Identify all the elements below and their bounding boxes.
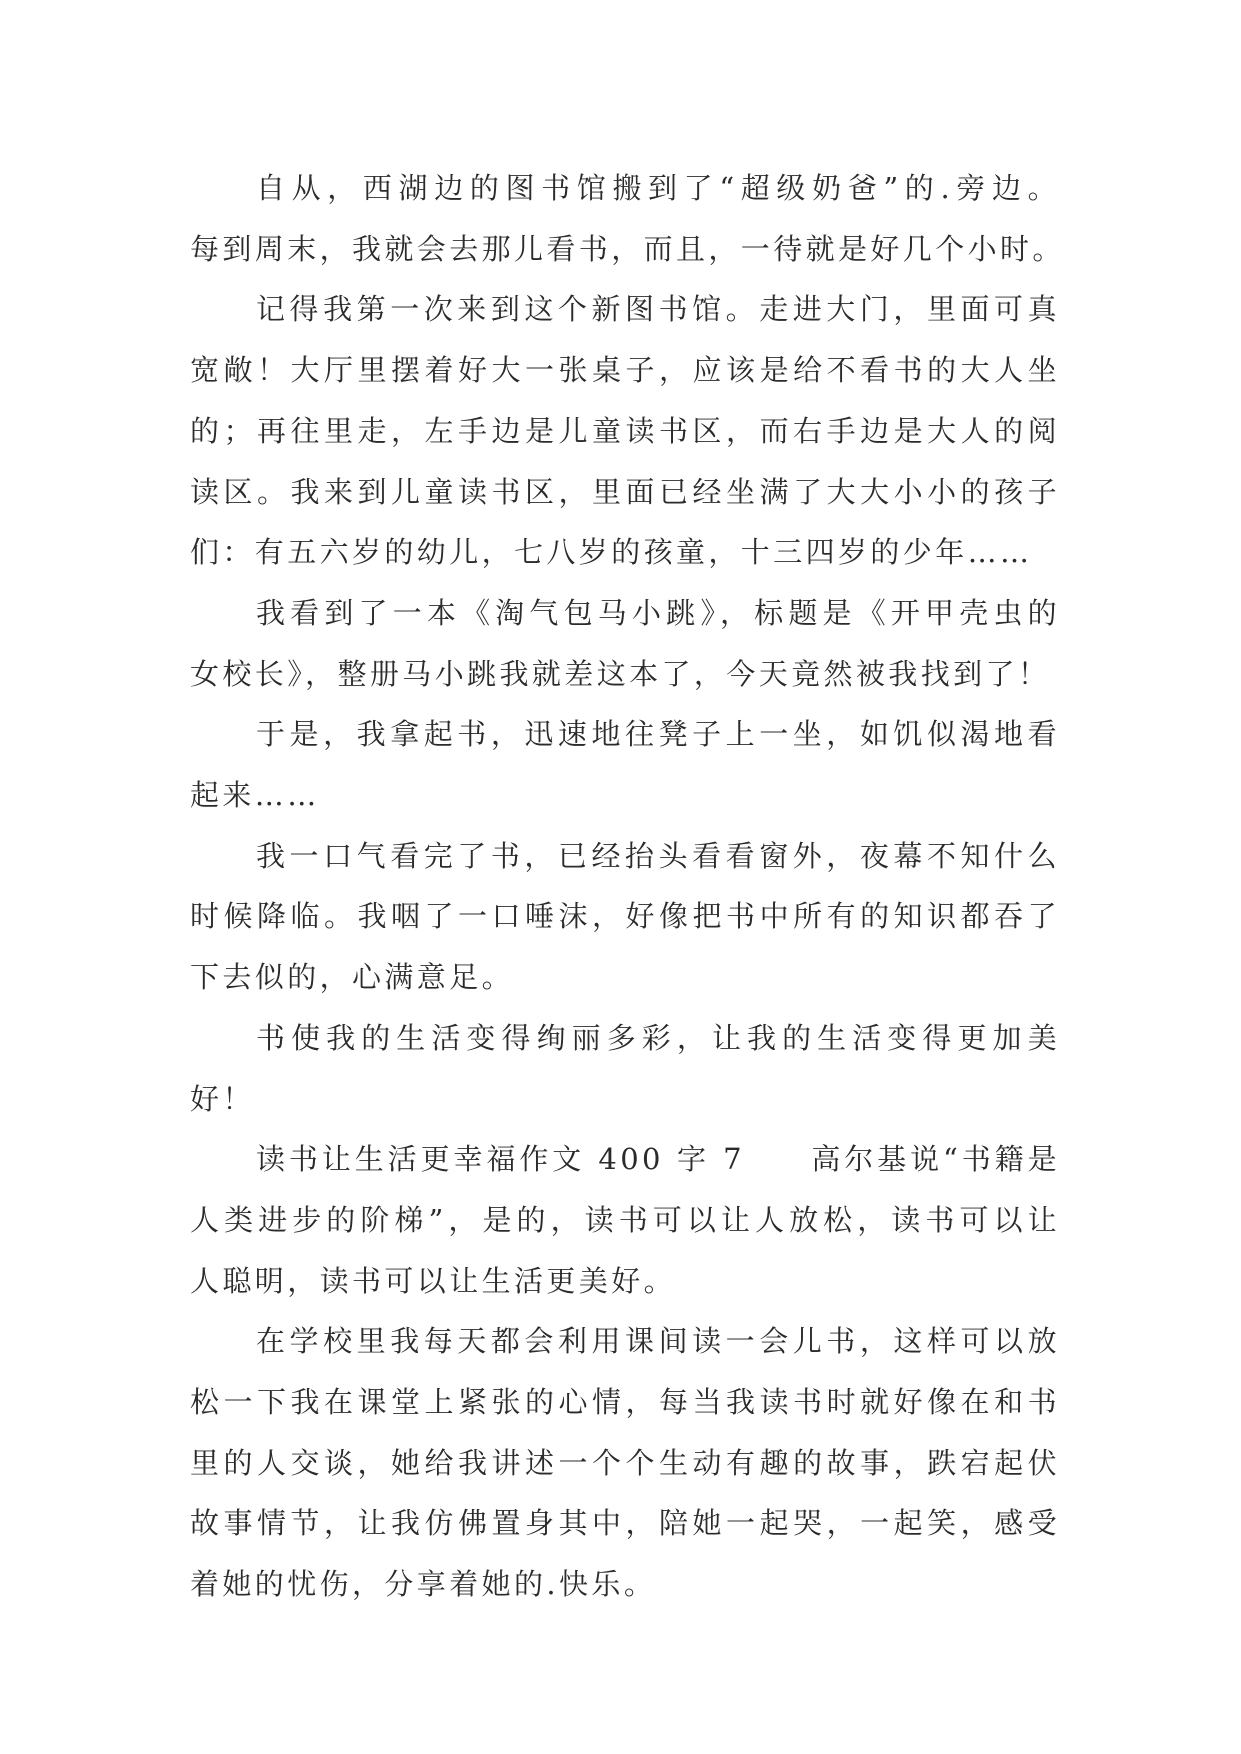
paragraph-4: [190, 704, 1060, 825]
text-line: 里的人交谈，她给我讲述一个个生动有趣的故事，跌宕起伏: [190, 1445, 1060, 1480]
text-line: 着她的忧伤，分享着她的.快乐。: [190, 1567, 657, 1602]
text-line: 自从，西湖边的图书馆搬到了“超级奶爸”的.旁边。: [256, 171, 1060, 205]
text-line: 松一下我在课堂上紧张的心情，每当我读书时就好像在和书: [190, 1385, 1060, 1420]
text-line: 女校长》，整册马小跳我就差这本了，今天竟然被我找到了！: [190, 656, 1051, 691]
paragraph-6: [190, 1008, 1060, 1129]
text-line: 于是，我拿起书，迅速地往凳子上一坐，如饥似渴地看: [256, 717, 1060, 752]
text-line: 人类进步的阶梯”，是的，读书可以让人放松，读书可以让: [190, 1202, 1060, 1237]
paragraph-7: [190, 1129, 1060, 1311]
text-line: 书使我的生活变得绚丽多彩，让我的生活变得更加美: [256, 1020, 1060, 1055]
text-line: 宽敞！大厅里摆着好大一张桌子，应该是给不看书的大人坐: [190, 353, 1060, 388]
text-line: 我看到了一本《淘气包马小跳》，标题是《开甲壳虫的: [256, 595, 1060, 630]
text-line: 好！: [190, 1081, 255, 1116]
paragraph-3: [190, 583, 1060, 704]
text-line: 起来……: [190, 778, 320, 813]
text-line: 下去似的，心满意足。: [190, 960, 515, 995]
text-line: 读书让生活更幸福作文 400 字 7 高尔基说“书籍是: [256, 1142, 1060, 1177]
text-line: 故事情节，让我仿佛置身其中，陪她一起哭，一起笑，感受: [190, 1506, 1060, 1541]
text-line: 每到周末，我就会去那儿看书，而且，一待就是好几个小时。: [190, 231, 1065, 266]
text-line: 读区。我来到儿童读书区，里面已经坐满了大大小小的孩子: [190, 474, 1060, 509]
paragraph-2: [190, 279, 1060, 583]
text-line: 们：有五六岁的幼儿，七八岁的孩童，十三四岁的少年……: [190, 535, 1033, 570]
paragraph-1: [190, 158, 1065, 279]
text-line: 我一口气看完了书，已经抬头看看窗外，夜幕不知什么: [256, 838, 1060, 873]
paragraph-5: [190, 826, 1060, 1008]
text-line: 时候降临。我咽了一口唾沫，好像把书中所有的知识都吞了: [190, 899, 1060, 934]
text-line: 人聪明，读书可以让生活更美好。: [190, 1263, 677, 1298]
document-body: [190, 158, 1065, 1615]
text-line: 在学校里我每天都会利用课间读一会儿书，这样可以放: [256, 1324, 1060, 1359]
text-line: 的；再往里走，左手边是儿童读书区，而右手边是大人的阅: [190, 413, 1060, 448]
text-line: 记得我第一次来到这个新图书馆。走进大门，里面可真: [256, 292, 1060, 327]
paragraph-8: [190, 1311, 1060, 1615]
